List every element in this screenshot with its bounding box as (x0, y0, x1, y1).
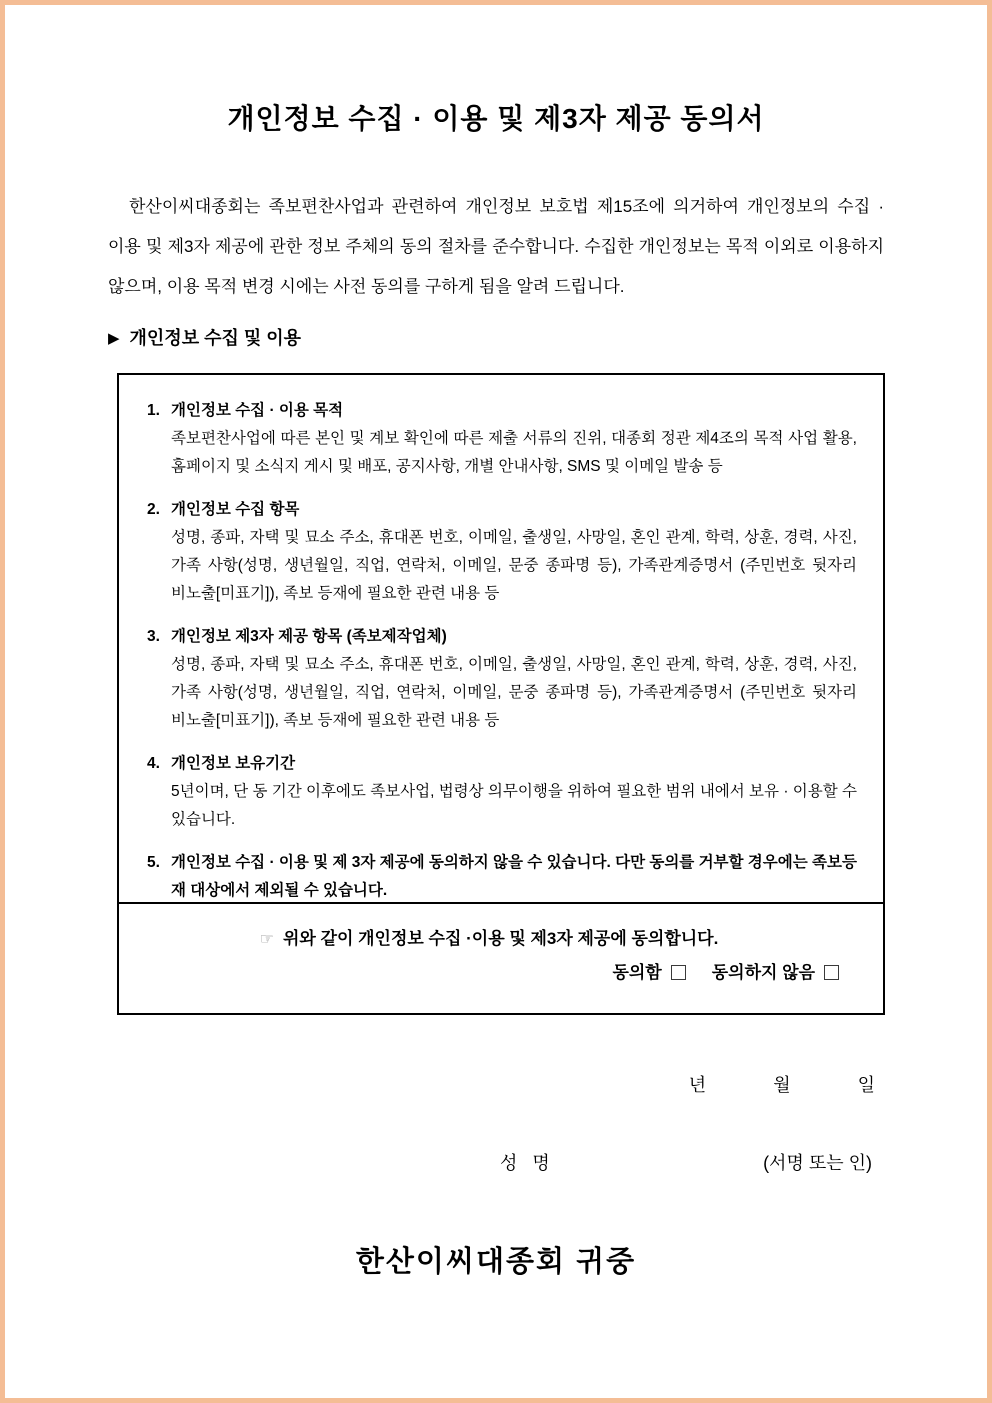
consent-details-box (117, 373, 885, 1015)
item-number: 2. (147, 501, 160, 518)
item-title: 개인정보 수집 · 이용 목적 (171, 402, 344, 419)
list-item (147, 623, 857, 735)
triangle-bullet-icon: ▶ (108, 330, 120, 347)
section-heading-label: 개인정보 수집 및 이용 (129, 328, 302, 348)
recipient-line: 한산이씨대종회 귀중 (355, 1246, 637, 1278)
item-title: 개인정보 수집 · 이용 및 제 3자 제공에 동의하지 않을 수 있습니다. 다만 동의를 거부할 경우에는 족보등재 대상에서 제외될 수 있습니다. (171, 854, 857, 899)
item-body: 성명, 종파, 자택 및 묘소 주소, 휴대폰 번호, 이메일, 출생일, 사망일, 혼인 관계, 학력, 상훈, 경력, 사진, 가족 사항(성명, 생년월일, 직업, 연락처, 이메일, 문중 종파명 등), 가족관계증명서 (주민번호 뒷자리 비노출[미표기]), 족보 등재에 필요한 관련 내용 등 (171, 529, 857, 602)
item-number: 4. (147, 755, 160, 772)
year-label: 년 (688, 1075, 707, 1095)
disagree-label: 동의하지 않음 (711, 963, 815, 982)
date-line (5, 1073, 875, 1097)
day-label: 일 (857, 1075, 875, 1095)
agreement-options (139, 962, 839, 984)
item-title: 개인정보 제3자 제공 항목 (족보제작업체) (171, 628, 447, 645)
list-item (147, 849, 857, 902)
item-number: 3. (147, 628, 160, 645)
item-title: 개인정보 수집 항목 (171, 501, 300, 518)
item-title: 개인정보 보유기간 (171, 755, 296, 772)
agreement-statement (139, 926, 839, 953)
list-item (147, 397, 857, 481)
name-label: 성 명 (500, 1153, 555, 1173)
item-number: 5. (147, 854, 160, 871)
item-body: 족보편찬사업에 따른 본인 및 계보 확인에 따른 제출 서류의 진위, 대종회 정관 제4조의 목적 사업 활용, 홈페이지 및 소식지 게시 및 배포, 공지사항, 개별 안내사항, SMS 및 이메일 발송 등 (171, 430, 857, 475)
item-body: 5년이며, 단 동 기간 이후에도 족보사업, 법령상 의무이행을 위하여 필요한 범위 내에서 보유 · 이용할 수 있습니다. (171, 783, 857, 828)
agreement-section (119, 902, 883, 1013)
disagree-checkbox[interactable] (824, 965, 839, 980)
pointing-hand-icon: ☞ (259, 931, 274, 948)
page-title: 개인정보 수집 · 이용 및 제3자 제공 동의서 (227, 103, 765, 134)
consent-items-list (119, 375, 883, 902)
signature-line (5, 1151, 987, 1175)
agreement-statement-text: 위와 같이 개인정보 수집 ·이용 및 제3자 제공에 동의합니다. (283, 929, 719, 948)
section-heading (108, 327, 987, 351)
item-number: 1. (147, 402, 160, 419)
list-item (147, 750, 857, 834)
month-label: 월 (773, 1075, 791, 1095)
item-body: 성명, 종파, 자택 및 묘소 주소, 휴대폰 번호, 이메일, 출생일, 사망일, 혼인 관계, 학력, 상훈, 경력, 사진, 가족 사항(성명, 생년월일, 직업, 연락처, 이메일, 문중 종파명 등), 가족관계증명서 (주민번호 뒷자리 비노출[미표기]), 족보 등재에 필요한 관련 내용 등 (171, 656, 857, 729)
intro-paragraph: 한산이씨대종회는 족보편찬사업과 관련하여 개인정보 보호법 제15조에 의거하여 개인정보의 수집 · 이용 및 제3자 제공에 관한 정보 주체의 동의 절차를 준수합니다. 수집한 개인정보는 목적 이외로 이용하지 않으며, 이용 목적 변경 시에는 사전 동의를 구하게 됨을 알려 드립니다. (108, 197, 884, 296)
agree-label: 동의함 (612, 963, 662, 982)
list-item (147, 496, 857, 608)
agree-checkbox[interactable] (671, 965, 686, 980)
seal-note: (서명 또는 인) (763, 1153, 872, 1173)
